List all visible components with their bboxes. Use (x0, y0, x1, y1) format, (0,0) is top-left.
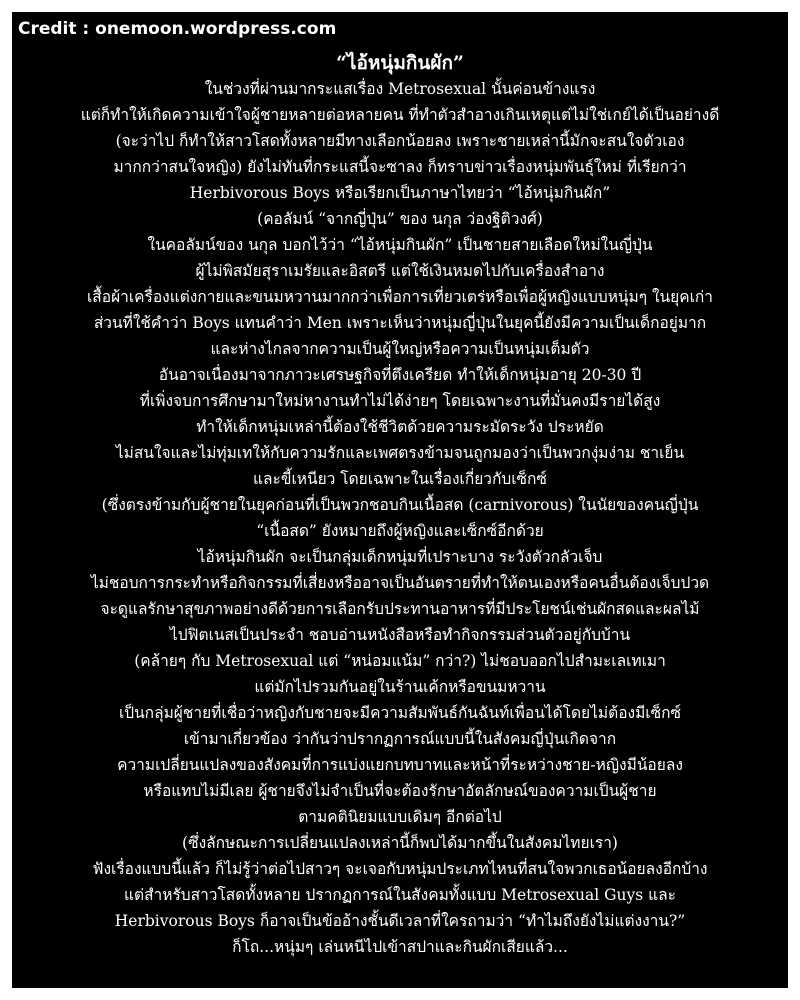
body-line: ส่วนที่ใช้คำว่า Boys แทนคำว่า Men เพราะเห็นว่าหนุ่มญี่ปุ่นในยุคนี้ยังมีความเป็นเด็กอยู่มาก (93, 314, 707, 332)
body-line: และขี้เหนียว โดยเฉพาะในเรื่องเกี่ยวกับเซ็กซ์ (253, 470, 547, 488)
body-line: เสื้อผ้าเครื่องแต่งกายและขนมหวานมากกว่าเพื่อการเที่ยวเตร่หรือเพื่อผู้หญิงแบบหนุ่มๆ ในยุคเก่า (87, 288, 713, 306)
body-line: ที่เพิ่งจบการศึกษามาใหม่หางานทำไม่ได้ง่ายๆ โดยเฉพาะงานที่มั่นคงมีรายได้สูง (139, 392, 661, 410)
body-line: จะดูแลรักษาสุขภาพอย่างดีด้วยการเลือกรับประทานอาหารที่มีประโยชน์เช่นผักสดและผลไม้ (100, 600, 700, 618)
body-line: ก็โถ...หนุ่มๆ เล่นหนีไปเข้าสปาและกินผักเสียแล้ว... (232, 938, 568, 956)
body-line: และห่างไกลจากความเป็นผู้ใหญ่หรือความเป็นหนุ่มเต็มตัว (210, 340, 590, 358)
body-line: (จะว่าไป ก็ทำให้สาวโสดทั้งหลายมีทางเลือกน้อยลง เพราะชายเหล่านี้มักจะสนใจตัวเอง (115, 132, 685, 150)
body-line: ตามคตินิยมแบบเดิมๆ อีกต่อไป (298, 808, 502, 826)
body-line: ความเปลี่ยนแปลงของสังคมที่การแบ่งแยกบทบาทและหน้าที่ระหว่างชาย-หญิงมีน้อยลง (117, 756, 683, 774)
body-line: อันอาจเนื่องมาจากภาวะเศรษฐกิจที่ตึงเครียด ทำให้เด็กหนุ่มอายุ 20-30 ปี (158, 366, 642, 384)
body-line: หรือแทบไม่มีเลย ผู้ชายจึงไม่จำเป็นที่จะต้องรักษาอัตลักษณ์ของความเป็นผู้ชาย (143, 782, 657, 800)
body-line: Herbivorous Boys ก็อาจเป็นข้ออ้างชั้นดีเวลาที่ใครถามว่า “ทำไมถึงยังไม่แต่งงาน?” (114, 912, 686, 930)
body-line: Herbivorous Boys หรือเรียกเป็นภาษาไทยว่า “ไอ้หนุ่มกินผัก” (189, 184, 611, 202)
body-line: ในช่วงที่ผ่านมากระแสเรื่อง Metrosexual นั้นค่อนข้างแรง (204, 80, 596, 98)
article-title: “ไอ้หนุ่มกินผัก” (336, 52, 464, 74)
body-line: แต่ก็ทำให้เกิดความเข้าใจผู้ชายหลายต่อหลายคน ที่ทำตัวสำอางเกินเหตุแต่ไม่ใช่เกย์ได้เป็นอย่างดี (80, 106, 720, 124)
body-line: แต่มักไปรวมกันอยู่ในร้านเค้กหรือขนมหวาน (254, 678, 546, 696)
body-line: ไม่ชอบการกระทำหรือกิจกรรมที่เสี่ยงหรืออาจเป็นอันตรายที่ทำให้ตนเองหรือคนอื่นต้องเจ็บปวด (90, 574, 710, 592)
credit-text: Credit : onemoon.wordpress.com (18, 19, 337, 39)
body-line: “เนื้อสด” ยังหมายถึงผู้หญิงและเซ็กซ์อีกด้วย (256, 522, 544, 540)
body-line: ฟังเรื่องแบบนี้แล้ว ก็ไม่รู้ว่าต่อไปสาวๆ จะเจอกับหนุ่มประเภทไหนที่สนใจพวกเธอน้อยลงอีกบ้าง (92, 860, 708, 878)
body-line: ในคอลัมน์ของ นกุล บอกไว้ว่า “ไอ้หนุ่มกินผัก” เป็นชายสายเลือดใหม่ในญี่ปุ่น (147, 236, 653, 254)
article-panel (12, 12, 788, 988)
body-line: เข้ามาเกี่ยวข้อง ว่ากันว่าปรากฏการณ์แบบนี้ในสังคมญี่ปุ่นเกิดจาก (183, 730, 617, 748)
body-line: มากกว่าสนใจหญิง) ยังไม่ทันที่กระแสนี้จะซาลง ก็ทราบข่าวเรื่องหนุ่มพันธุ์ใหม่ ที่เรียกว่า (113, 158, 687, 176)
body-line: ไม่สนใจและไม่ทุ่มเทให้กับความรักและเพศตรงข้ามจนถูกมองว่าเป็นพวกงุ่มง่าม ชาเย็น (115, 444, 685, 462)
body-line: ทำให้เด็กหนุ่มเหล่านี้ต้องใช้ชีวิตด้วยความระมัดระวัง ประหยัด (196, 418, 604, 436)
article-body (12, 76, 788, 960)
body-line: ผู้ไม่พิสมัยสุราเมรัยและอิสตรี แต่ใช้เงินหมดไปกับเครื่องสำอาง (195, 262, 605, 280)
body-line: แต่สำหรับสาวโสดทั้งหลาย ปรากฏการณ์ในสังคมทั้งแบบ Metrosexual Guys และ (124, 886, 676, 904)
body-line: (ซึ่งตรงข้ามกับผู้ชายในยุคก่อนที่เป็นพวกชอบกินเนื้อสด (carnivorous) ในนัยของคนญี่ปุ่น (101, 496, 699, 514)
body-line: ไปฟิตเนสเป็นประจำ ชอบอ่านหนังสือหรือทำกิจกรรมส่วนตัวอยู่กับบ้าน (169, 626, 631, 644)
body-line: ไอ้หนุ่มกินผัก จะเป็นกลุ่มเด็กหนุ่มที่เปราะบาง ระวังตัวกลัวเจ็บ (197, 548, 603, 566)
body-line: (คล้ายๆ กับ Metrosexual แต่ “หน่อมแน้ม” กว่า?) ไม่ชอบออกไปสำมะเลเทเมา (134, 652, 666, 670)
body-line: (ซึ่งลักษณะการเปลี่ยนแปลงเหล่านี้ก็พบได้มากขึ้นในสังคมไทยเรา) (182, 834, 618, 852)
body-line: (คอลัมน์ “จากญี่ปุ่น” ของ นกุล ว่องฐิติวงศ์) (257, 210, 543, 228)
body-line: เป็นกลุ่มผู้ชายที่เชื่อว่าหญิงกับชายจะมีความสัมพันธ์กันฉันท์เพื่อนได้โดยไม่ต้องมีเซ็กซ์ (118, 704, 682, 722)
